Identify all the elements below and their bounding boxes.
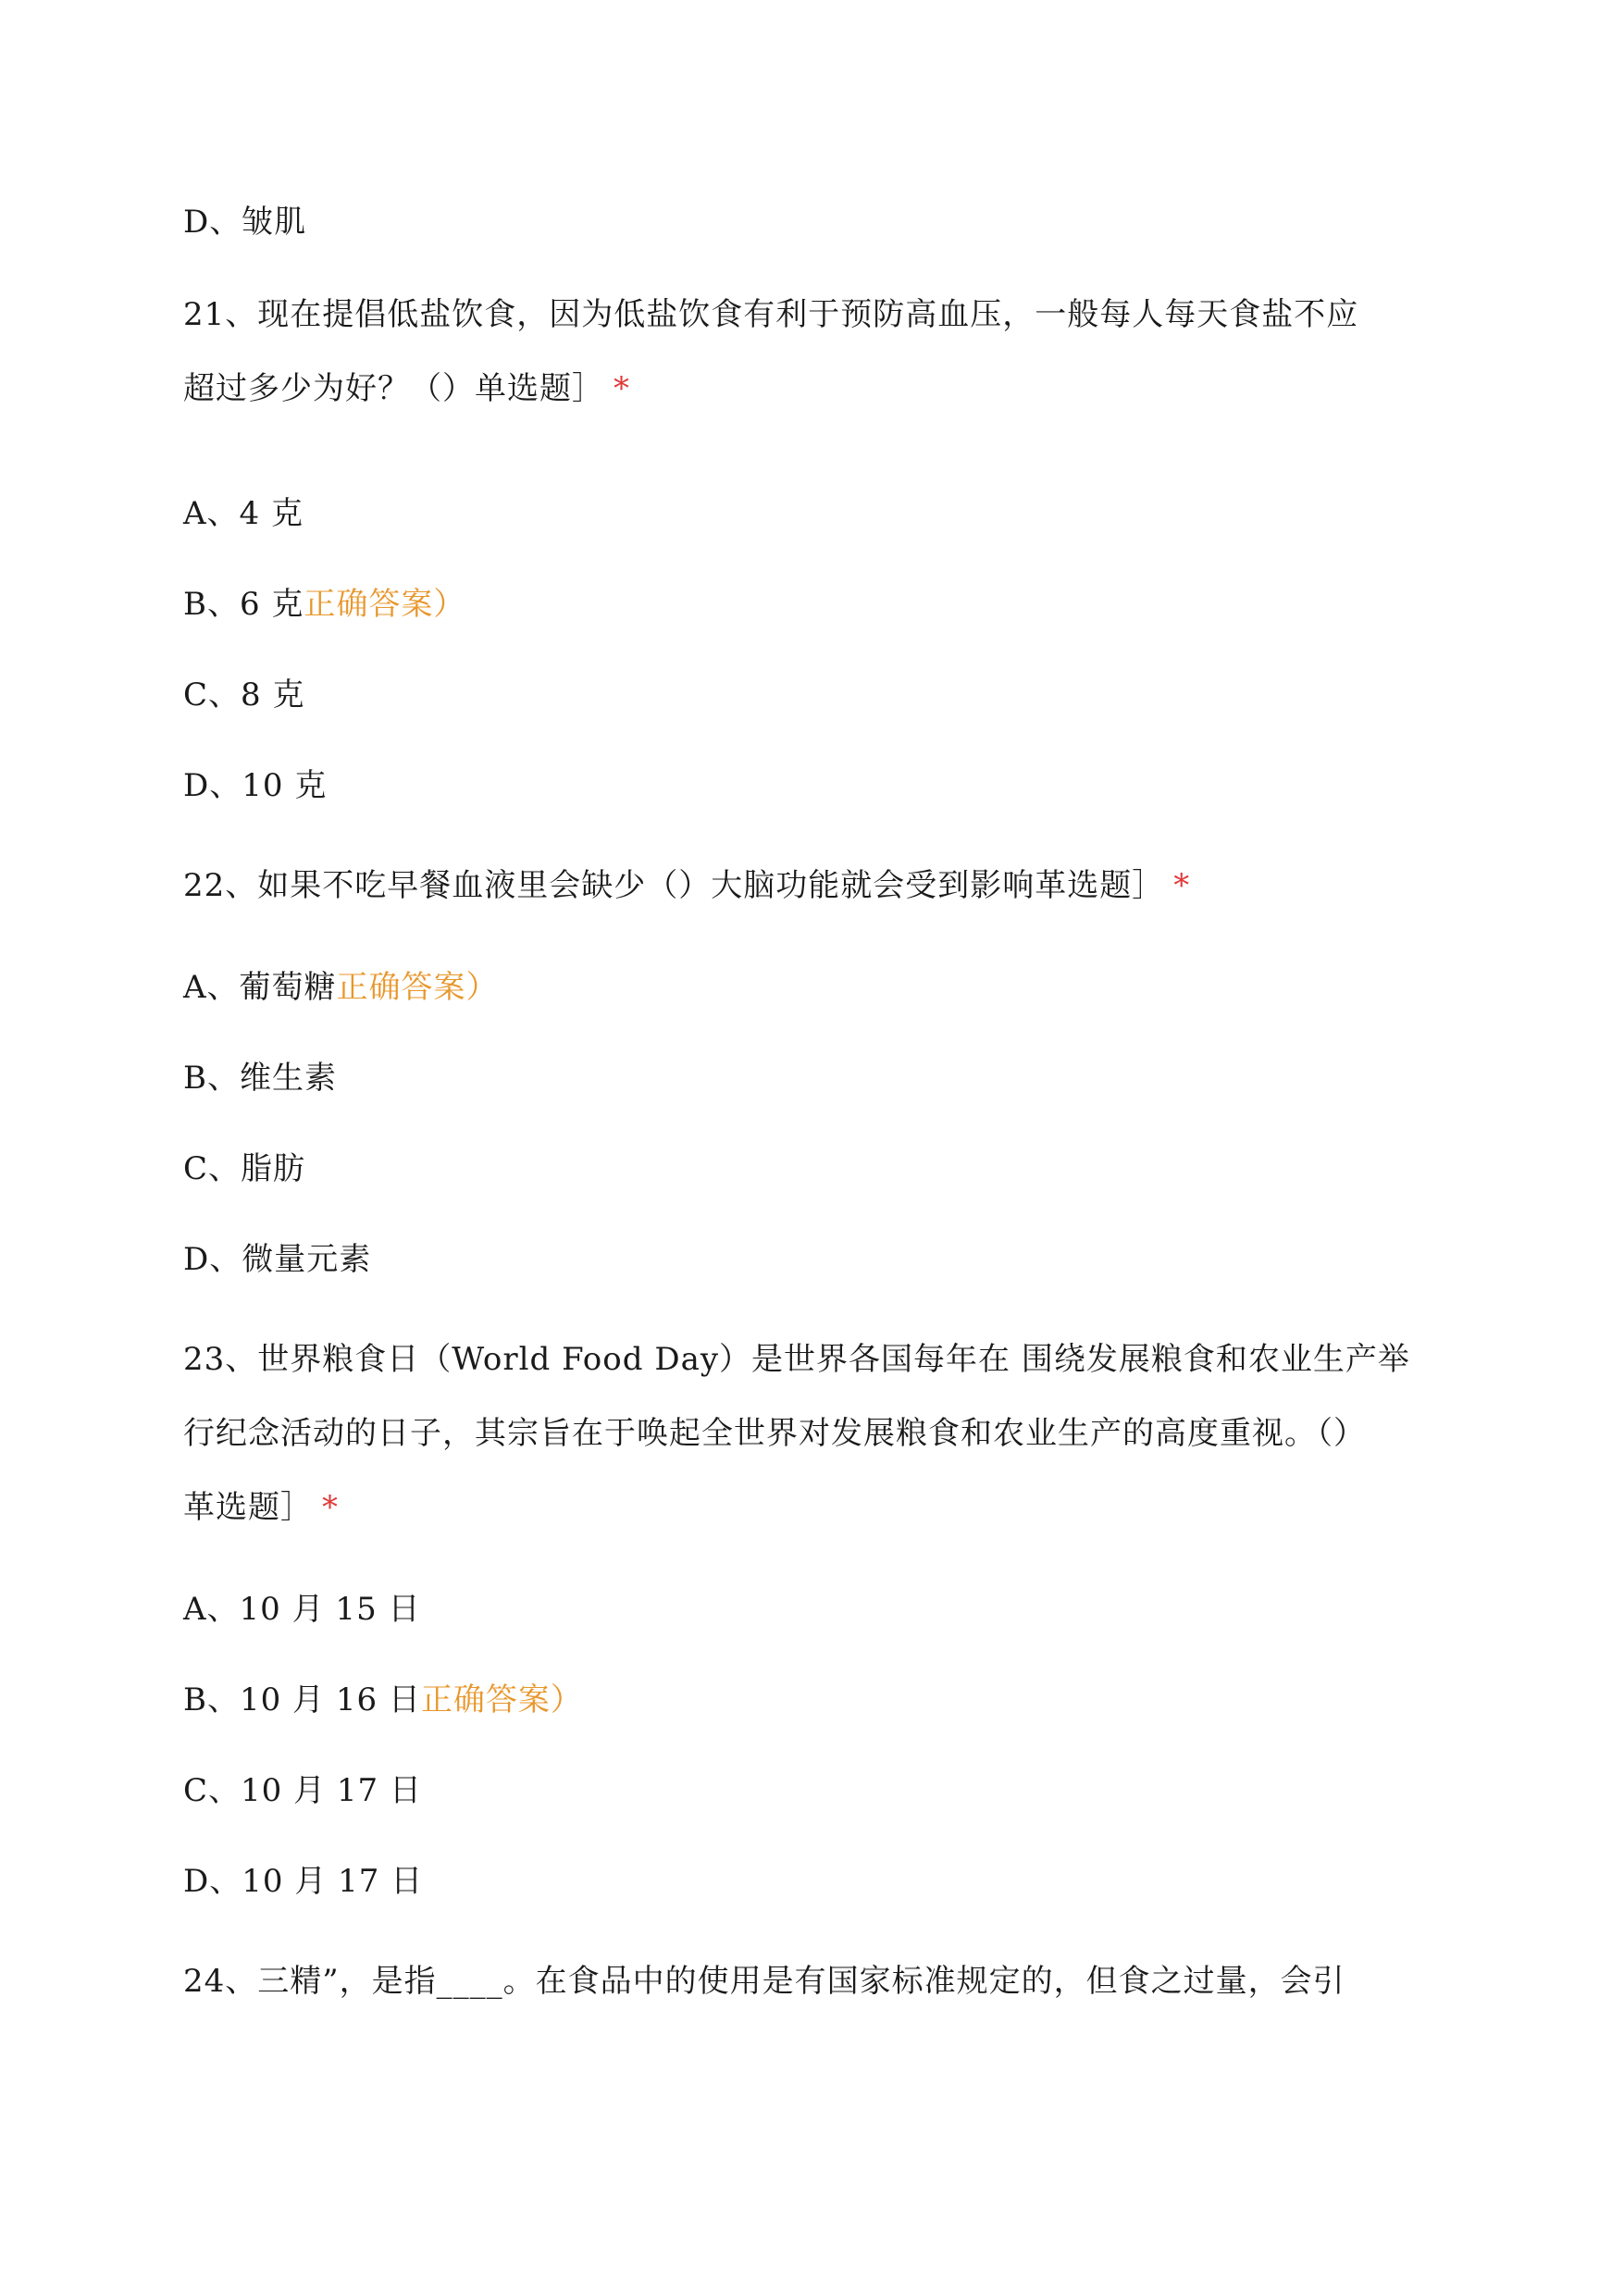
q21-question-text: 超过多少为好？（）单选题］: [183, 370, 604, 407]
correct-answer-tag: 正确答案）: [304, 586, 466, 623]
q21-question-line-1: 21、现在提倡低盐饮食，因为低盐饮食有利于预防高血压，一般每人每天食盐不应: [183, 296, 1359, 333]
q23-option-c: C、10 月 17 日: [183, 1772, 422, 1809]
q22-option-c: C、脂肪: [183, 1150, 306, 1187]
q23-option-b: [183, 1677, 1460, 1723]
q24-question-line-1: 24、三精”，是指____。在食品中的使用是有国家标准规定的，但食之过量，会引: [183, 1963, 1345, 2000]
correct-answer-tag: 正确答案）: [336, 969, 499, 1006]
q21-option-c: C、8 克: [183, 676, 305, 713]
required-star: *: [614, 370, 630, 407]
q22-question-text: 22、如果不吃早餐血液里会缺少（）大脑功能就会受到影响革选题］: [183, 867, 1165, 904]
q23-question-line-2: 行纪念活动的日子，其宗旨在于唤起全世界对发展粮食和农业生产的高度重视。（）: [183, 1415, 1366, 1452]
q22-question-line-1: [183, 862, 1460, 909]
required-star: *: [322, 1489, 339, 1526]
q22-option-a: [183, 964, 1460, 1011]
q20-option-d: D、皱肌: [183, 204, 307, 241]
q23-question-line-3: [183, 1484, 1460, 1531]
q21-question-line-2: [183, 366, 1460, 412]
q21-option-d: D、10 克: [183, 767, 328, 804]
correct-answer-tag: 正确答案）: [420, 1681, 583, 1718]
q22-option-a-text: A、葡萄糖: [183, 969, 337, 1006]
q23-question-text: 革选题］: [183, 1489, 313, 1526]
q21-option-b-text: B、6 克: [183, 586, 304, 623]
q23-option-b-text: B、10 月 16 日: [183, 1681, 421, 1718]
required-star: *: [1173, 867, 1191, 904]
q23-option-a: A、10 月 15 日: [183, 1591, 421, 1628]
q21-option-b: [183, 581, 1460, 627]
q21-option-a: A、4 克: [183, 495, 304, 532]
q22-option-b: B、维生素: [183, 1060, 337, 1097]
q23-option-d: D、10 月 17 日: [183, 1863, 424, 1900]
q23-question-line-1: 23、世界粮食日（World Food Day）是世界各国每年在 围绕发展粮食和农业生产举: [183, 1341, 1410, 1378]
q22-option-d: D、微量元素: [183, 1241, 372, 1278]
